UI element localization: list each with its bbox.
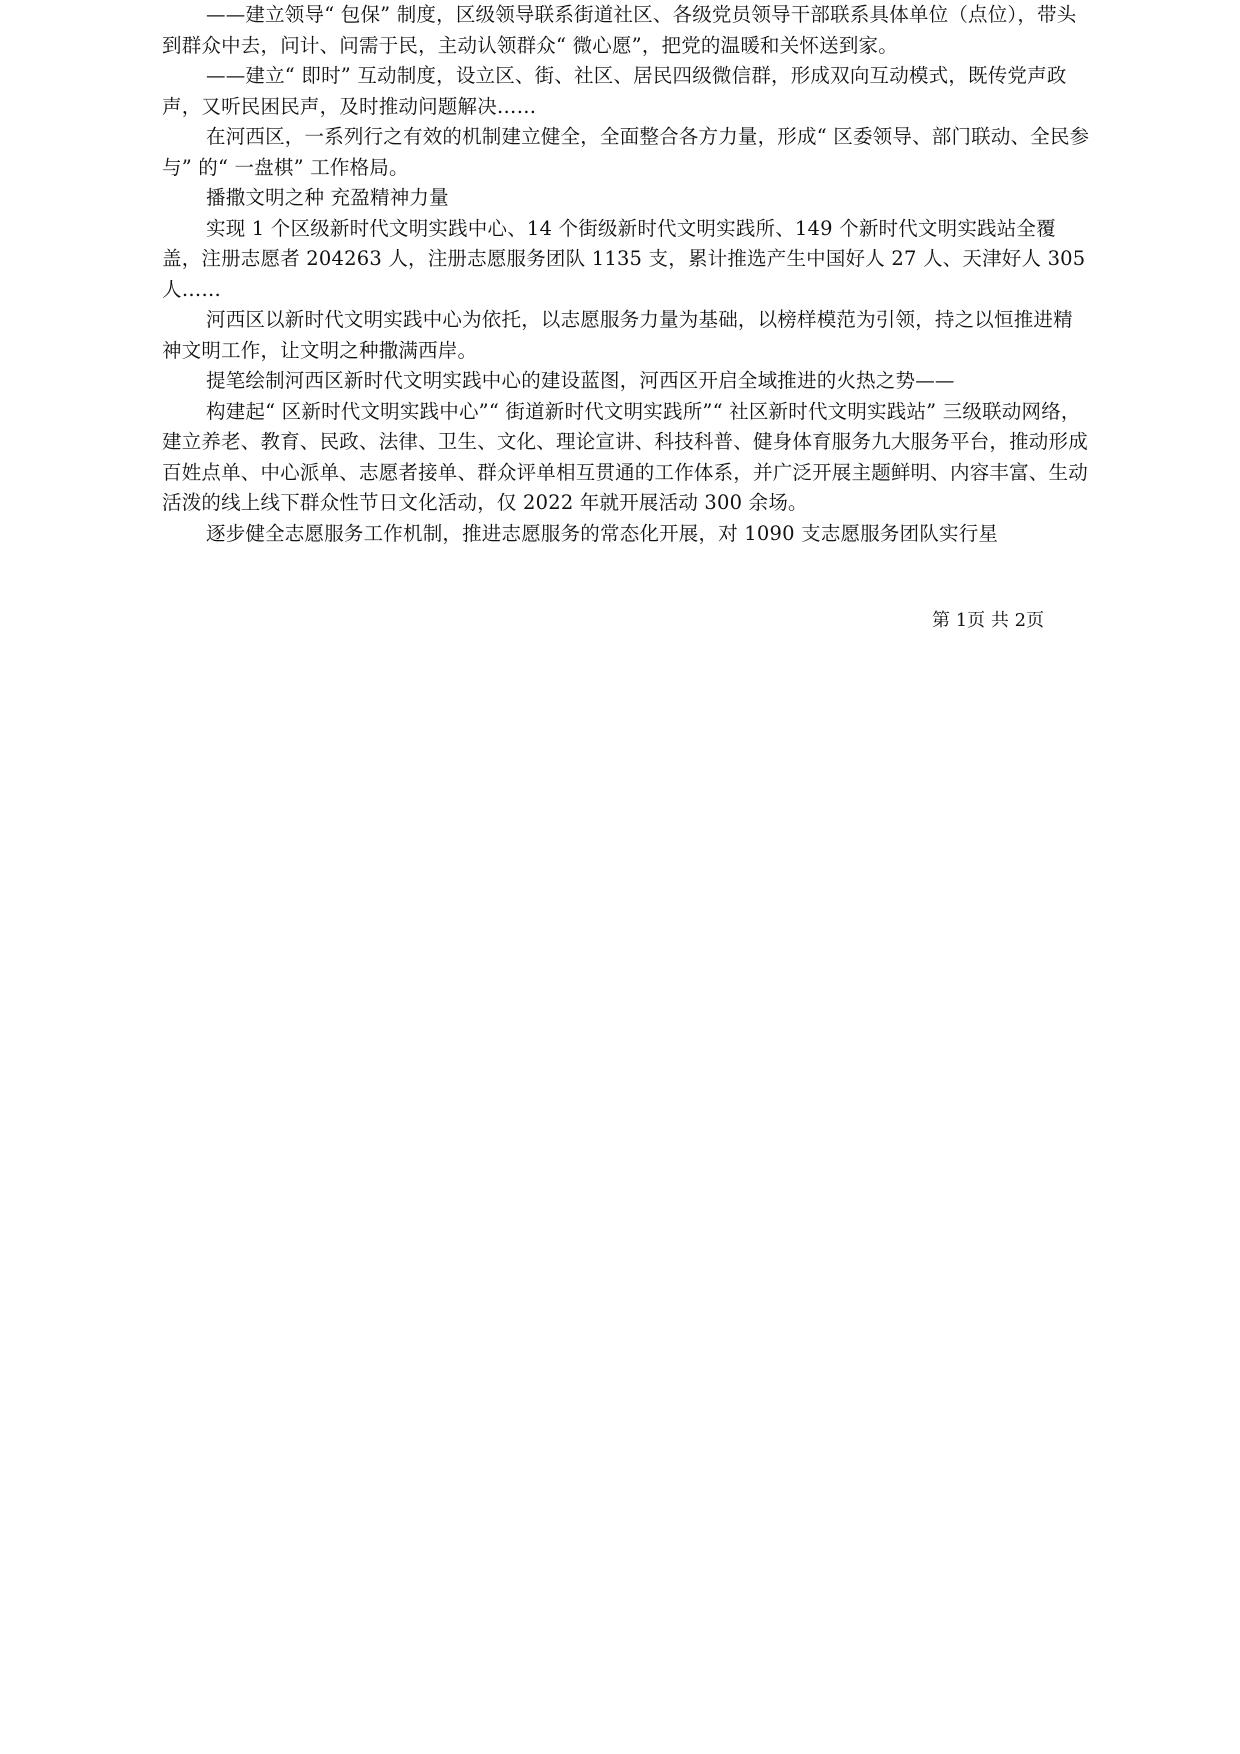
section-heading: 播撒文明之种 充盈精神力量 [206, 186, 449, 209]
paragraph-9: 逐步健全志愿服务工作机制，推进志愿服务的常态化开展，对 1090 支志愿服务团队实行星 [206, 521, 999, 545]
paragraph-8: 构建起“ 区新时代文明实践中心”“ 街道新时代文明实践所”“ 社区新时代文明实践站” 三级联动网络，建立养老、教育、民政、法律、卫生、文化、理论宣讲、科技科普、健身体育服务九大服务平台，推动形成百姓点单、中心派单、志愿者接单、群众评单相互贯通的工作体系，并广泛开展主题鲜明、内容丰富、生动活泼的线上线下群众性节日文化活动，仅 2022 年就开展活动 300 余场。 [162, 399, 1088, 514]
paragraph-7: 提笔绘制河西区新时代文明实践中心的建设蓝图，河西区开启全域推进的火热之势—— [206, 369, 955, 392]
document-body [162, 0, 1092, 549]
paragraph-2: ——建立“ 即时” 互动制度，设立区、街、社区、居民四级微信群，形成双向互动模式，既传党声政声，又听民困民声，及时推动问题解决…… [162, 64, 1067, 118]
page-number-footer: 第 1页 共 2页 [932, 610, 1045, 631]
paragraph-1: ——建立领导“ 包保” 制度，区级领导联系街道社区、各级党员领导干部联系具体单位（点位），带头到群众中去，问计、问需于民，主动认领群众“ 微心愿”，把党的温暖和关怀送到家。 [162, 3, 1077, 57]
paragraph-6: 河西区以新时代文明实践中心为依托，以志愿服务力量为基础，以榜样模范为引领，持之以恒推进精神文明工作，让文明之种撒满西岸。 [162, 308, 1073, 362]
paragraph-5: 实现 1 个区级新时代文明实践中心、14 个街级新时代文明实践所、149 个新时代文明实践站全覆盖，注册志愿者 204263 人，注册志愿服务团队 1135 支，累计推选产生中国好人 27 人、天津好人 305 人…… [162, 216, 1086, 301]
paragraph-3: 在河西区，一系列行之有效的机制建立健全，全面整合各方力量，形成“ 区委领导、部门联动、全民参与” 的“ 一盘棋” 工作格局。 [162, 125, 1090, 179]
